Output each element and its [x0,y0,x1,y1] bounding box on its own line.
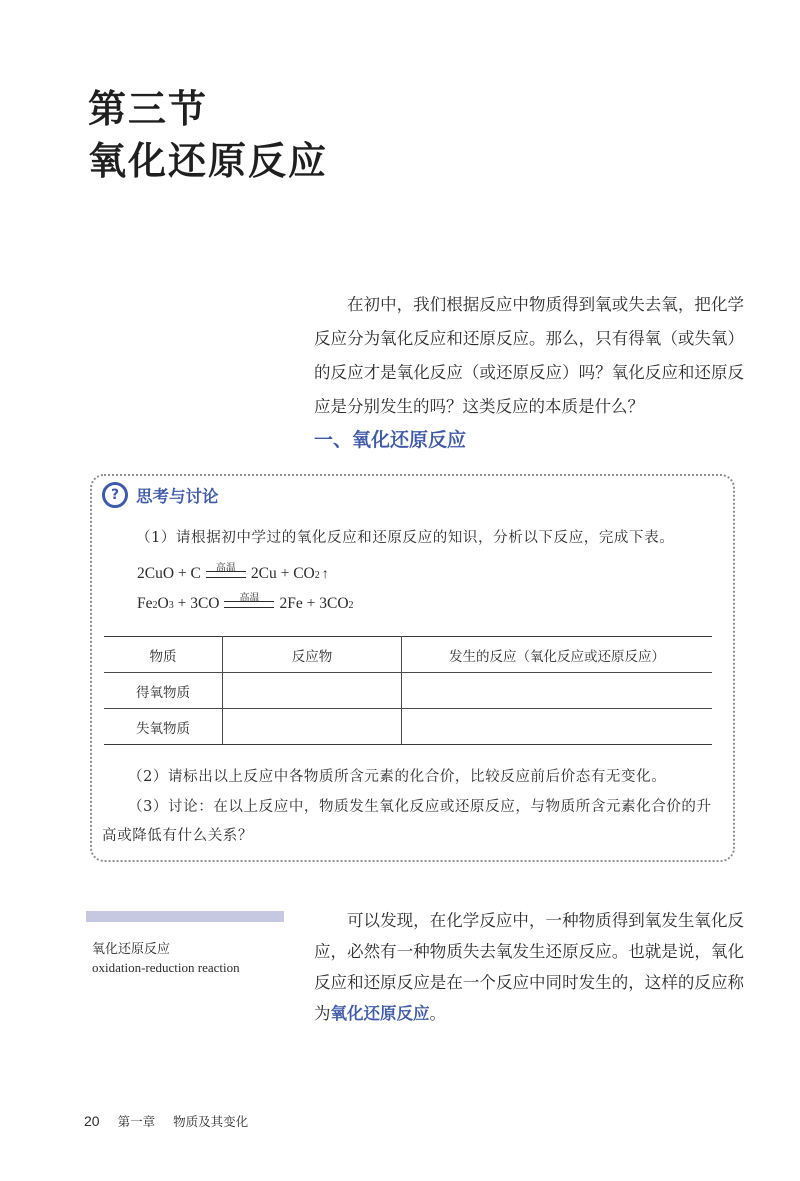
intro-paragraph: 在初中，我们根据反应中物质得到氧或失去氧，把化学反应分为氧化反应和还原反应。那么，只有得氧（或失氧）的反应才是氧化反应（或还原反应）吗？氧化反应和还原反应是分别发生的吗？这类反应的本质是什么？ [314,295,744,416]
eq1-condition: 高温 [215,563,236,574]
eq1-arrow [206,563,246,578]
page-number: 20 [84,1113,100,1129]
section-number: 第三节 [88,87,209,131]
eq2-products: 2Fe + 3CO [279,595,349,612]
header-reactant: 反应物 [223,637,402,673]
gas-arrow-icon: ↑ [321,567,329,582]
subsection-heading: 一、氧化还原反应 [314,429,467,451]
body-paragraph [314,905,744,1029]
header-substance: 物质 [104,637,223,673]
header-reaction-type: 发生的反应（氧化反应或还原反应） [402,637,713,673]
eq1-products: 2Cu + CO [250,565,315,582]
equation-2 [137,595,354,613]
eq2-rest: + 3CO [173,595,220,612]
discussion-title: 思考与讨论 [136,487,219,506]
margin-note-english: oxidation-reduction reaction [92,960,240,975]
chapter-title: 物质及其变化 [173,1114,249,1129]
equation-1 [137,565,329,583]
discussion-header [102,482,219,508]
table-row [104,709,712,745]
body-paragraph-text: 可以发现，在化学反应中，一种物质得到氧发生氧化反应，必然有一种物质失去氧发生还原反应。也就是说，氧化反应和还原反应是在一个反应中同时发生的，这样的反应称为 [314,911,744,1023]
table-cell[interactable] [223,673,402,709]
chapter-label: 第一章 [117,1114,156,1129]
margin-note-chinese: 氧化还原反应 [92,942,171,957]
body-paragraph-end: 。 [429,1004,446,1023]
table-header-row [104,637,712,673]
reaction-table [104,636,712,745]
eq2-arrow [224,593,274,608]
page-footer [84,1112,248,1130]
eq1-reactants: 2CuO + C [137,565,201,582]
table-cell: 失氧物质 [104,709,223,745]
margin-note-bar [86,911,284,922]
question-2: （2）请标出以上反应中各物质所含元素的化合价，比较反应前后价态有无变化。 [128,769,667,785]
table-cell: 得氧物质 [104,673,223,709]
question-3: （3）讨论：在以上反应中，物质发生氧化反应或还原反应，与物质所含元素化合价的升高或降低有什么关系？ [102,799,712,844]
table-row [104,673,712,709]
eq2-sub2: 3 [168,600,174,611]
keyword-term: 氧化还原反应 [330,1004,430,1023]
eq2-subscript: 2 [348,600,354,611]
table-cell[interactable] [223,709,402,745]
eq2-fe: Fe [137,595,153,612]
eq2-o: O [157,595,169,612]
table-cell[interactable] [402,709,713,745]
eq2-condition: 高温 [239,593,260,604]
question-1: （1）请根据初中学过的氧化反应和还原反应的知识，分析以下反应，完成下表。 [136,530,675,546]
eq1-subscript: 2 [314,570,320,581]
table-cell[interactable] [402,673,713,709]
eq2-sub1: 2 [152,600,158,611]
question-icon: ? [102,482,128,508]
section-title: 氧化还原反应 [88,139,329,183]
